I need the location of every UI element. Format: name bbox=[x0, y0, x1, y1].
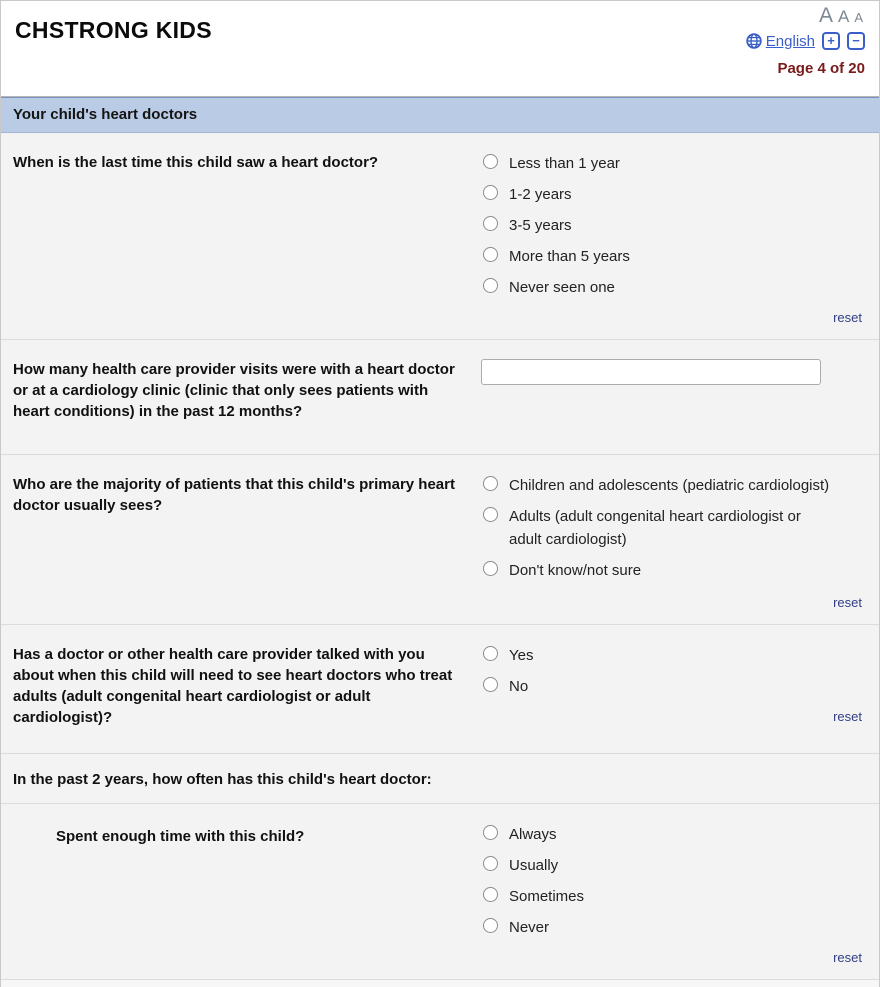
globe-icon bbox=[746, 33, 762, 49]
radio-button-icon bbox=[483, 856, 498, 871]
radio-button-icon bbox=[483, 154, 498, 169]
radio-option-label: Children and adolescents (pediatric cardiologist) bbox=[509, 477, 830, 494]
question-row-last-heart-doctor-visit bbox=[1, 133, 879, 340]
radio-group bbox=[481, 474, 863, 590]
radio-button-icon bbox=[483, 561, 498, 576]
radio-group bbox=[481, 644, 863, 706]
reset-link[interactable]: reset bbox=[833, 310, 862, 325]
radio-option-label: Never seen one bbox=[509, 279, 615, 296]
question-row-spent-enough-time bbox=[1, 804, 879, 980]
page-indicator: Page 4 of 20 bbox=[777, 60, 865, 77]
radio-group bbox=[481, 823, 863, 947]
question-text: How many health care provider visits were with a heart doctor or at a cardiology clinic (clinic that only sees patients with heart conditions) in the past 12 months? bbox=[13, 361, 455, 420]
radio-option[interactable] bbox=[481, 276, 863, 299]
radio-button-icon bbox=[483, 507, 498, 522]
radio-option[interactable] bbox=[481, 559, 863, 582]
reset-link[interactable]: reset bbox=[833, 709, 862, 724]
radio-option[interactable] bbox=[481, 854, 863, 877]
question-text: When is the last time this child saw a heart doctor? bbox=[13, 154, 379, 171]
section-header: Your child's heart doctors bbox=[1, 97, 879, 133]
radio-button-icon bbox=[483, 216, 498, 231]
radio-option[interactable] bbox=[481, 152, 863, 175]
radio-option[interactable] bbox=[481, 214, 863, 237]
survey-header bbox=[1, 1, 879, 97]
radio-button-icon bbox=[483, 646, 498, 661]
radio-button-icon bbox=[483, 887, 498, 902]
visit-count-input[interactable] bbox=[481, 359, 821, 385]
decrease-font-button[interactable]: − bbox=[847, 32, 865, 50]
question-row-provider-visit-count bbox=[1, 340, 879, 455]
next-row-partial bbox=[1, 980, 879, 987]
survey-title: CHSTRONG KIDS bbox=[15, 17, 212, 43]
language-link-label: English bbox=[765, 32, 815, 50]
radio-option-label: Never bbox=[509, 919, 550, 936]
question-text: Has a doctor or other health care provider talked with you about when this child will need to see heart doctors who treat adults (adult congenital heart cardiologist or adult cardiologist)? bbox=[13, 646, 453, 726]
radio-button-icon bbox=[483, 918, 498, 933]
radio-button-icon bbox=[483, 247, 498, 262]
radio-button-icon bbox=[483, 185, 498, 200]
radio-option-label: No bbox=[509, 678, 529, 695]
language-row bbox=[746, 32, 865, 50]
radio-group bbox=[481, 152, 863, 307]
font-size-medium-button[interactable]: A bbox=[837, 7, 850, 26]
font-size-small-button[interactable]: A bbox=[854, 10, 863, 25]
radio-button-icon bbox=[483, 825, 498, 840]
question-row-adult-heart-doctor-talk bbox=[1, 625, 879, 754]
radio-option-label: Yes bbox=[509, 647, 534, 664]
radio-option-label: 3-5 years bbox=[509, 217, 572, 234]
reset-link[interactable]: reset bbox=[833, 950, 862, 965]
radio-option[interactable] bbox=[481, 245, 863, 268]
radio-option[interactable] bbox=[481, 885, 863, 908]
radio-option-label: Usually bbox=[509, 857, 559, 874]
question-row-primary-doctor-patients bbox=[1, 455, 879, 625]
radio-option[interactable] bbox=[481, 675, 863, 698]
header-controls bbox=[746, 3, 865, 77]
radio-option[interactable] bbox=[481, 916, 863, 939]
radio-option[interactable] bbox=[481, 474, 863, 497]
radio-button-icon bbox=[483, 476, 498, 491]
radio-option[interactable] bbox=[481, 505, 863, 551]
increase-font-button[interactable]: + bbox=[822, 32, 840, 50]
radio-option-label: Less than 1 year bbox=[509, 155, 620, 172]
font-size-controls bbox=[746, 3, 863, 31]
radio-option[interactable] bbox=[481, 183, 863, 206]
font-size-large-button[interactable]: A bbox=[818, 4, 833, 27]
radio-option-label: 1-2 years bbox=[509, 186, 572, 203]
radio-option-label: Adults (adult congenital heart cardiologist or adult cardiologist) bbox=[509, 508, 801, 548]
question-text: Who are the majority of patients that this child's primary heart doctor usually sees? bbox=[13, 476, 455, 514]
radio-button-icon bbox=[483, 677, 498, 692]
descriptive-text: In the past 2 years, how often has this child's heart doctor: bbox=[13, 771, 432, 788]
language-link[interactable] bbox=[746, 33, 815, 50]
reset-link[interactable]: reset bbox=[833, 595, 862, 610]
radio-option[interactable] bbox=[481, 823, 863, 846]
radio-option-label: Always bbox=[509, 826, 557, 843]
radio-option-label: More than 5 years bbox=[509, 248, 630, 265]
radio-option-label: Don't know/not sure bbox=[509, 562, 642, 579]
radio-option-label: Sometimes bbox=[509, 888, 585, 905]
radio-button-icon bbox=[483, 278, 498, 293]
question-text: Spent enough time with this child? bbox=[56, 828, 305, 845]
descriptive-row-past-2-years bbox=[1, 754, 879, 804]
radio-option[interactable] bbox=[481, 644, 863, 667]
